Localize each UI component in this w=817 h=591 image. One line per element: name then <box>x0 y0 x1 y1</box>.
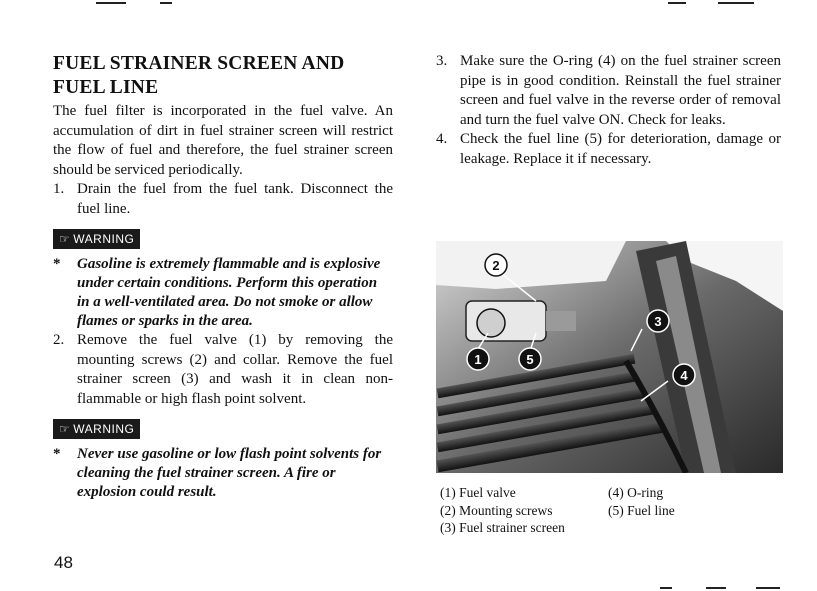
callout-4 <box>673 364 695 386</box>
top-edge-mark <box>96 2 126 4</box>
callout-2-label: 2 <box>492 258 500 273</box>
warning-1 <box>53 255 393 331</box>
bottom-edge-mark <box>660 587 672 589</box>
section-title-line2: FUEL LINE <box>53 77 159 98</box>
bottom-edge-mark <box>706 587 726 589</box>
warning-badge <box>53 229 140 249</box>
step-1 <box>53 180 393 219</box>
step-number: 4. <box>436 131 448 147</box>
legend-row <box>440 502 770 520</box>
top-edge-mark <box>668 2 686 4</box>
step-number: 3. <box>436 53 448 69</box>
legend-row <box>440 484 770 502</box>
callout-3 <box>647 310 669 332</box>
callout-3-label: 3 <box>654 314 662 329</box>
legend-item: (5) Fuel line <box>608 502 675 518</box>
step-number: 1. <box>53 181 65 197</box>
step-2 <box>53 331 393 409</box>
step-text: Make sure the O-ring (4) on the fuel strainer screen pipe is in good condition. Reinstall the fuel strainer screen and fuel valve in the reverse order of removal and turn the fuel valve ON. Check for leaks. <box>460 53 781 128</box>
warning-bullet: * <box>53 256 61 272</box>
legend-item: (2) Mounting screws <box>440 502 553 518</box>
callout-1 <box>467 348 489 370</box>
bottom-edge-mark <box>756 587 780 589</box>
step-4 <box>436 130 781 169</box>
figure-legend <box>440 484 770 537</box>
legend-row <box>440 519 770 537</box>
left-column <box>53 52 393 502</box>
step-3 <box>436 52 781 130</box>
warning-badge <box>53 419 140 439</box>
fuel-valve-photo <box>436 241 783 473</box>
legend-item: (1) Fuel valve <box>440 485 516 500</box>
warning-2 <box>53 445 393 502</box>
warning-text: Gasoline is extremely flammable and is explosive under certain conditions. Perform this operation in a well-ventilated area. Do not smoke or allow flames or sparks in the area. <box>77 256 381 329</box>
step-text: Drain the fuel from the fuel tank. Disconnect the fuel line. <box>77 181 393 217</box>
warning-bullet: * <box>53 446 61 462</box>
callout-2 <box>485 254 507 276</box>
warning-badge-label: WARNING <box>73 232 135 246</box>
callout-5-label: 5 <box>526 352 534 367</box>
callout-5 <box>519 348 541 370</box>
step-number: 2. <box>53 332 65 348</box>
fuel-valve-illustration <box>436 241 783 473</box>
right-column <box>436 52 781 169</box>
legend-item: (3) Fuel strainer screen <box>440 520 565 535</box>
top-edge-mark <box>160 2 172 4</box>
legend-item: (4) O-ring <box>608 485 664 500</box>
step-text: Remove the fuel valve (1) by removing the mounting screws (2) and collar. Remove the fuel strainer screen (3) and wash it in clean non-flammable or high flash point solvent. <box>77 332 393 407</box>
section-title-line1: FUEL STRAINER SCREEN AND <box>53 53 345 74</box>
intro-paragraph: The fuel filter is incorporated in the fuel valve. An accumulation of dirt in fuel strainer screen will restrict the flow of fuel and therefore, the fuel strainer screen should be serviced periodically. <box>53 103 393 178</box>
section-title <box>53 52 393 100</box>
callout-4-label: 4 <box>680 368 688 383</box>
callout-1-label: 1 <box>474 352 482 367</box>
top-edge-mark <box>718 2 754 4</box>
warning-badge-label: WARNING <box>73 422 135 436</box>
page-number: 48 <box>54 553 73 572</box>
warning-hand-icon: ☞ <box>59 422 71 436</box>
step-text: Check the fuel line (5) for deterioration, damage or leakage. Replace it if necessary. <box>460 131 781 167</box>
warning-hand-icon: ☞ <box>59 232 71 246</box>
warning-text: Never use gasoline or low flash point solvents for cleaning the fuel strainer screen. A fire or explosion could result. <box>77 446 382 500</box>
